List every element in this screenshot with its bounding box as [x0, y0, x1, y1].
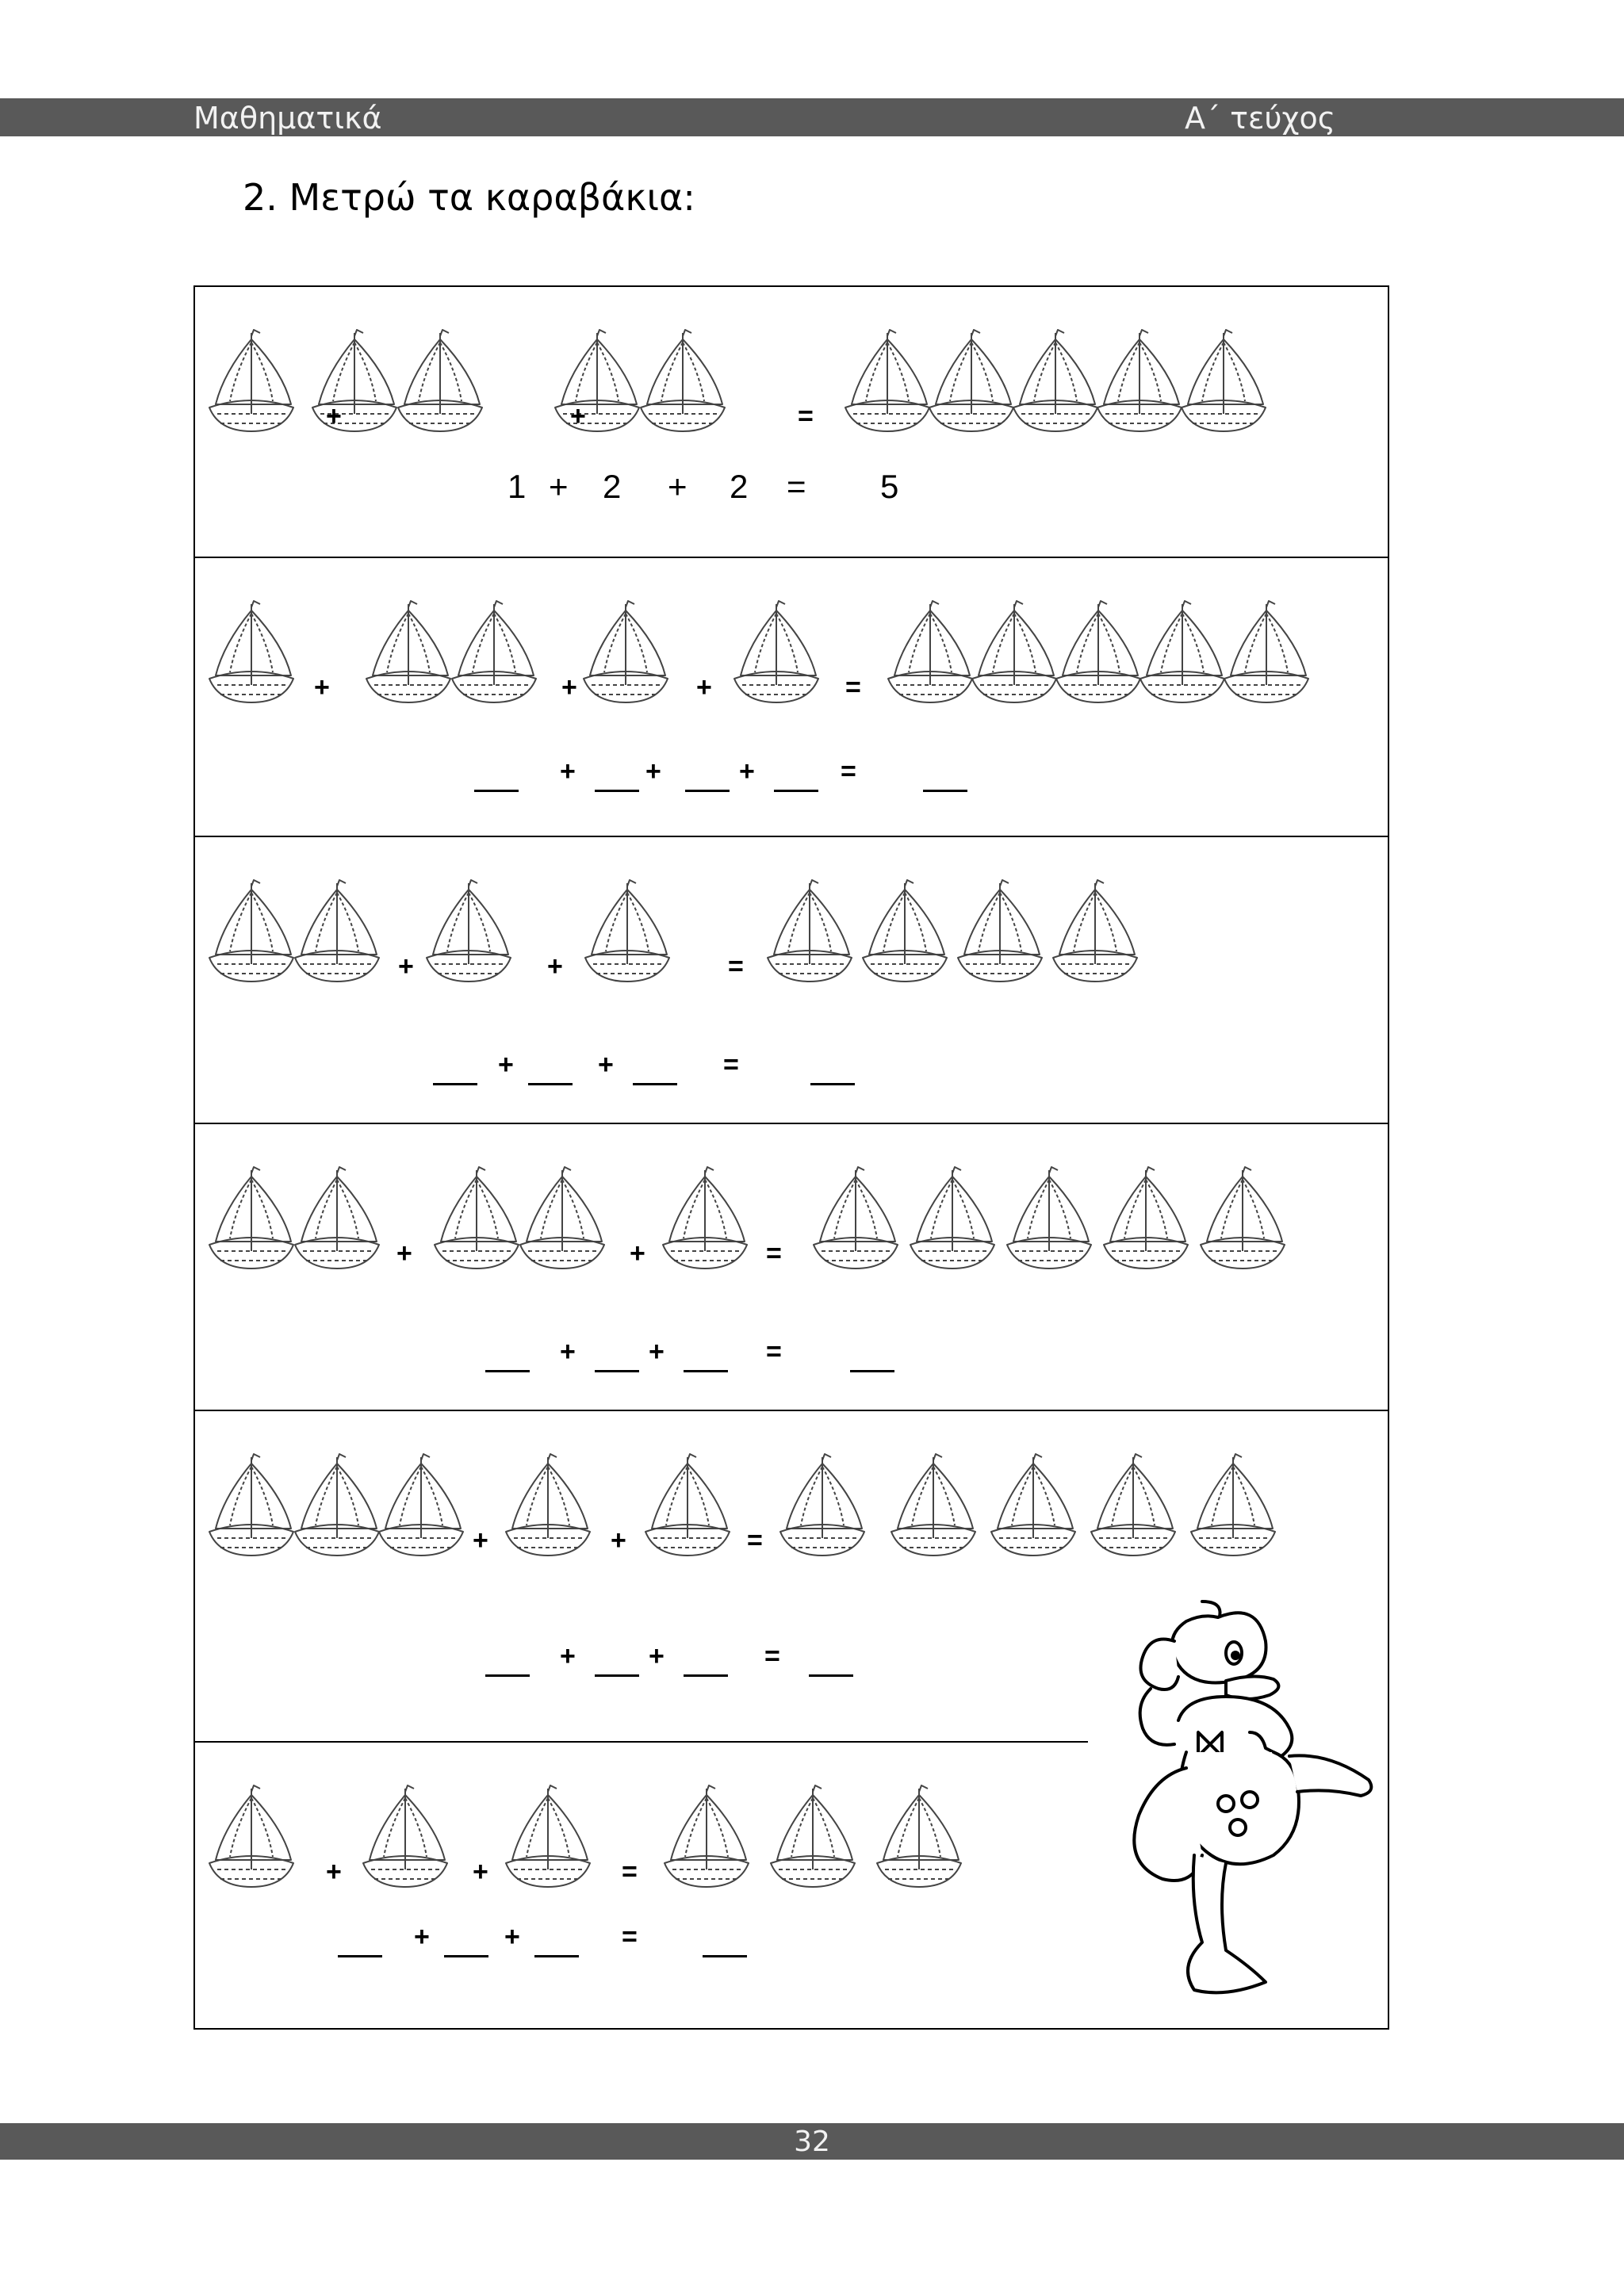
answer-blank[interactable]: [485, 1370, 530, 1372]
sailboat-icon: [293, 1162, 381, 1273]
answer-blank[interactable]: [528, 1083, 573, 1085]
answer-blank[interactable]: [703, 1955, 747, 1957]
sailboat-icon: [663, 1781, 750, 1892]
equals-sign: =: [766, 1238, 782, 1269]
plus-sign: +: [547, 951, 563, 982]
equals-sign: =: [622, 1922, 638, 1952]
plus-sign: +: [561, 672, 577, 702]
sailboat-icon: [890, 1449, 977, 1560]
plus-sign: +: [696, 672, 712, 702]
answer-blank[interactable]: [433, 1083, 477, 1085]
plus-sign: +: [473, 1525, 488, 1556]
answer-blank[interactable]: [633, 1083, 677, 1085]
equals-sign: =: [764, 1641, 780, 1671]
sailboat-icon: [208, 1781, 295, 1892]
answer-blank[interactable]: [923, 790, 967, 792]
sailboat-icon: [311, 325, 398, 436]
equation-term: +: [668, 468, 688, 505]
plus-sign: +: [560, 756, 576, 786]
sailboat-icon: [766, 875, 853, 986]
equals-sign: =: [841, 756, 856, 786]
answer-blank[interactable]: [595, 1370, 639, 1372]
volume-label: Α΄ τεύχος: [1185, 101, 1335, 136]
header-bar: [0, 98, 1624, 136]
row-divider: [195, 836, 1388, 837]
sailboat-icon: [433, 1162, 520, 1273]
plus-sign: +: [498, 1050, 514, 1080]
row-divider: [195, 1123, 1388, 1124]
sailboat-icon: [812, 1162, 899, 1273]
sailboat-icon: [956, 875, 1044, 986]
sailboat-icon: [208, 875, 295, 986]
sailboat-icon: [450, 596, 538, 707]
sailboat-icon: [208, 596, 295, 707]
answer-blank[interactable]: [595, 1674, 639, 1677]
row-divider: [195, 1741, 1088, 1743]
sailboat-icon: [861, 875, 948, 986]
answer-blank[interactable]: [595, 790, 639, 792]
exercise-row-3: [195, 837, 1388, 1124]
plus-sign: +: [398, 951, 414, 982]
sailboat-icon: [644, 1449, 731, 1560]
answer-blank[interactable]: [809, 1674, 853, 1677]
sailboat-icon: [1223, 596, 1310, 707]
plus-sign: +: [598, 1050, 614, 1080]
sailboat-icon: [928, 325, 1015, 436]
plus-sign: +: [739, 756, 755, 786]
sailboat-icon: [639, 325, 726, 436]
sailboat-icon: [1199, 1162, 1286, 1273]
sailboat-icon: [1102, 1162, 1189, 1273]
answer-blank[interactable]: [810, 1083, 855, 1085]
equals-sign: =: [747, 1525, 763, 1556]
sailboat-icon: [584, 875, 671, 986]
row-divider: [195, 557, 1388, 558]
sailboat-icon: [377, 1449, 465, 1560]
sailboat-icon: [519, 1162, 606, 1273]
plus-sign: +: [560, 1641, 576, 1671]
sailboat-icon: [1189, 1449, 1277, 1560]
sailboat-icon: [396, 325, 484, 436]
plus-sign: +: [504, 1922, 520, 1952]
equals-sign: =: [766, 1337, 782, 1367]
sailboat-icon: [1051, 875, 1139, 986]
equation-term: =: [787, 468, 806, 505]
answer-blank[interactable]: [685, 790, 730, 792]
equation-term: 1: [508, 468, 527, 505]
equation-term: 5: [880, 468, 899, 505]
sailboat-icon: [875, 1781, 963, 1892]
answer-blank[interactable]: [474, 790, 519, 792]
sailboat-icon: [362, 1781, 449, 1892]
subject-label: Μαθηματικά: [193, 101, 382, 136]
equals-sign: =: [622, 1857, 638, 1887]
equation-term: 2: [603, 468, 622, 505]
plus-sign: +: [396, 1238, 412, 1269]
plus-sign: +: [560, 1337, 576, 1367]
exercise-row-2: [195, 558, 1388, 837]
sailboat-icon: [293, 875, 381, 986]
sailboat-icon: [582, 596, 669, 707]
plus-sign: +: [326, 1857, 342, 1887]
plus-sign: +: [314, 672, 330, 702]
sailboat-icon: [208, 325, 295, 436]
sailboat-icon: [504, 1449, 592, 1560]
sailboat-icon: [1096, 325, 1183, 436]
answer-blank[interactable]: [850, 1370, 894, 1372]
sailboat-icon: [909, 1162, 996, 1273]
sailboat-icon: [1012, 325, 1099, 436]
sailboat-icon: [1055, 596, 1142, 707]
plus-sign: +: [645, 756, 661, 786]
plus-sign: +: [570, 401, 586, 431]
answer-blank[interactable]: [485, 1674, 530, 1677]
answer-blank[interactable]: [684, 1674, 728, 1677]
sailboat-icon: [1090, 1449, 1177, 1560]
plus-sign: +: [473, 1857, 488, 1887]
exercise-row-4: [195, 1124, 1388, 1411]
sailboat-icon: [733, 596, 820, 707]
sailboat-icon: [661, 1162, 749, 1273]
sailboat-icon: [365, 596, 452, 707]
plus-sign: +: [649, 1641, 665, 1671]
exercise-title: 2. Μετρώ τα καραβάκια:: [243, 176, 695, 219]
plus-sign: +: [649, 1337, 665, 1367]
answer-blank[interactable]: [444, 1955, 488, 1957]
plus-sign: +: [611, 1525, 626, 1556]
plus-sign: +: [630, 1238, 645, 1269]
page-number: 32: [794, 2126, 830, 2158]
equals-sign: =: [798, 401, 814, 431]
equals-sign: =: [845, 672, 861, 702]
equation-term: +: [549, 468, 569, 505]
sailboat-icon: [1005, 1162, 1093, 1273]
sailboat-icon: [293, 1449, 381, 1560]
plus-sign: +: [414, 1922, 430, 1952]
answer-blank[interactable]: [534, 1955, 579, 1957]
answer-blank[interactable]: [774, 790, 818, 792]
sailboat-icon: [779, 1449, 866, 1560]
donald-duck-illustration: [1083, 1594, 1385, 2022]
sailboat-icon: [844, 325, 931, 436]
sailboat-icon: [971, 596, 1058, 707]
answer-blank[interactable]: [684, 1370, 728, 1372]
sailboat-icon: [990, 1449, 1077, 1560]
exercise-row-1: [195, 287, 1388, 558]
sailboat-icon: [208, 1449, 295, 1560]
row-divider: [195, 1410, 1388, 1411]
answer-blank[interactable]: [338, 1955, 382, 1957]
sailboat-icon: [504, 1781, 592, 1892]
sailboat-icon: [1139, 596, 1226, 707]
equation-term: 2: [730, 468, 749, 505]
sailboat-icon: [1180, 325, 1267, 436]
sailboat-icon: [887, 596, 974, 707]
equals-sign: =: [723, 1050, 739, 1080]
footer-bar: [0, 2123, 1624, 2160]
plus-sign: +: [326, 401, 342, 431]
sailboat-icon: [208, 1162, 295, 1273]
sailboat-icon: [425, 875, 512, 986]
sailboat-icon: [553, 325, 641, 436]
equals-sign: =: [728, 951, 744, 982]
sailboat-icon: [769, 1781, 856, 1892]
